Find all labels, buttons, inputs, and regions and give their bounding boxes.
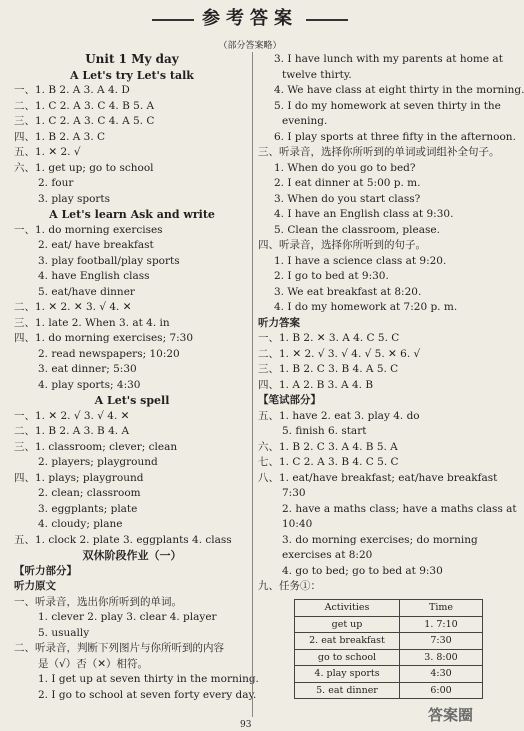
right-line: 3. When do you start class? [274, 192, 421, 205]
left-line: 2. clean; classroom [38, 487, 141, 499]
header-right-rule [306, 19, 348, 21]
right-line: 3. We eat breakfast at 8:20. [274, 285, 422, 298]
left-line: Unit 1 My day [85, 52, 179, 66]
left-line: 二、1. B 2. A 3. B 4. A [14, 425, 130, 437]
left-column [14, 52, 259, 703]
task-activity-cell: go to school [295, 649, 400, 666]
page-number: 93 [240, 720, 252, 730]
right-line: 【笔试部分】 [258, 394, 321, 406]
left-line: 听力原文 [14, 580, 56, 592]
left-line: 四、1. do morning exercises; 7:30 [14, 332, 194, 344]
left-line: 三、1. C 2. A 3. C 4. A 5. C [14, 115, 155, 127]
task-time-cell: 1. 7:10 [400, 616, 483, 633]
table-row [295, 633, 483, 650]
left-line: A Let's try Let's talk [70, 68, 194, 82]
right-line: 3. do morning exercises; do morning [282, 533, 478, 546]
left-line: 5. eat/have dinner [38, 285, 135, 298]
left-line: A Let's spell [94, 394, 170, 407]
left-line: 4. play sports; 4:30 [38, 378, 141, 391]
right-line: 二、1. ✕ 2. √ 3. √ 4. √ 5. ✕ 6. √ [258, 347, 421, 360]
right-line: 八、1. eat/have breakfast; eat/have breakfast [258, 471, 498, 484]
left-line: 5. usually [38, 626, 90, 639]
right-line: 5. finish 6. start [282, 425, 367, 437]
column-divider [252, 52, 253, 717]
table-row [295, 616, 483, 633]
right-line: 4. I have an English class at 9:30. [274, 208, 454, 220]
right-line: 5. Clean the classroom, please. [274, 223, 440, 236]
right-line: twelve thirty. [282, 68, 352, 81]
right-line: 4. I do my homework at 7:20 p. m. [274, 301, 458, 313]
left-line: 二、1. C 2. A 3. C 4. B 5. A [14, 99, 155, 112]
right-line: 四、1. A 2. B 3. A 4. B [258, 378, 374, 391]
right-line: 4. We have class at eight thirty in the morning. [274, 84, 524, 96]
right-line: 1. I have a science class at 9:20. [274, 254, 447, 267]
left-line: 2. four [38, 177, 74, 189]
left-line: 一、听录音，选出你所听到的单词。 [14, 595, 182, 608]
right-line: 六、1. B 2. C 3. A 4. B 5. A [258, 440, 398, 453]
left-line: 双休阶段作业（一） [82, 549, 182, 562]
left-line: 三、1. classroom; clever; clean [14, 440, 178, 453]
left-line: 五、1. ✕ 2. √ [14, 146, 81, 158]
left-line: 1. clever 2. play 3. clear 4. player [38, 611, 217, 623]
right-column-lines [258, 52, 524, 595]
task-table-header-row [295, 599, 483, 616]
task-activity-cell: 2. eat breakfast [295, 633, 400, 650]
page-title: 参考答案 [202, 8, 298, 29]
left-line: 3. eat dinner; 5:30 [38, 363, 137, 375]
left-line: 4. have English class [38, 270, 150, 282]
left-line: 六、1. get up; go to school [14, 161, 154, 174]
left-line: 一、1. do morning exercises [14, 223, 163, 236]
left-line: 3. play sports [38, 192, 111, 205]
right-line: 七、1. C 2. A 3. B 4. C 5. C [258, 456, 399, 468]
left-line: 三、1. late 2. When 3. at 4. in [14, 316, 170, 329]
left-line: 1. I get up at seven thirty in the morning. [38, 673, 259, 685]
table-row [295, 666, 483, 683]
right-line: 四、听录音，选择你所听到的句子。 [258, 239, 426, 251]
left-line: 五、1. clock 2. plate 3. eggplants 4. class [14, 533, 232, 546]
task-time-cell: 3. 8:00 [400, 649, 483, 666]
right-line: 6. I play sports at three fifty in the afternoon. [274, 130, 516, 143]
left-line: 2. eat/ have breakfast [38, 239, 154, 251]
right-line: 三、1. B 2. C 3. B 4. A 5. C [258, 363, 399, 375]
task-time-cell: 7:30 [400, 633, 483, 650]
right-line: 一、1. B 2. ✕ 3. A 4. C 5. C [258, 332, 400, 344]
task-table-header-activities: Activities [295, 599, 400, 616]
right-line: exercises at 8:20 [282, 549, 373, 561]
left-line: 2. read newspapers; 10:20 [38, 347, 180, 360]
left-line: 2. I go to school at seven forty every day. [38, 688, 257, 701]
right-line: evening. [282, 115, 328, 127]
left-line: 3. play football/play sports [38, 254, 180, 267]
table-row [295, 649, 483, 666]
table-row [295, 682, 483, 699]
task-table-body [295, 616, 483, 699]
left-line: A Let's learn Ask and write [49, 208, 215, 221]
right-line: 九、任务①： [258, 580, 321, 592]
right-line: 2. have a maths class; have a maths class at [282, 502, 517, 515]
left-line: 是（√）否（✕）相符。 [38, 657, 148, 670]
task-activity-cell: 5. eat dinner [295, 682, 400, 699]
right-line: 3. I have lunch with my parents at home at [274, 53, 503, 65]
right-line: 1. When do you go to bed? [274, 161, 416, 174]
task-table-header-time: Time [400, 599, 483, 616]
right-line: 听力答案 [258, 316, 300, 329]
right-line: 2. I eat dinner at 5:00 p. m. [274, 177, 421, 189]
left-line: 二、1. ✕ 2. ✕ 3. √ 4. ✕ [14, 301, 132, 313]
left-line: 四、1. B 2. A 3. C [14, 130, 106, 143]
left-line: 四、1. plays; playground [14, 471, 144, 484]
left-line: 3. eggplants; plate [38, 502, 138, 515]
right-line: 五、1. have 2. eat 3. play 4. do [258, 409, 420, 422]
watermark-logo: 答案圈 [428, 706, 474, 724]
right-line: 5. I do my homework at seven thirty in the [274, 99, 501, 112]
left-line: 一、1. B 2. A 3. A 4. D [14, 84, 130, 96]
right-line: 2. I go to bed at 9:30. [274, 270, 389, 282]
left-line: 4. cloudy; plane [38, 518, 123, 530]
left-line: 一、1. ✕ 2. √ 3. √ 4. ✕ [14, 409, 130, 422]
right-line: 4. go to bed; go to bed at 9:30 [282, 564, 443, 577]
right-column [258, 52, 524, 699]
page-header [0, 4, 500, 30]
left-line: 2. players; playground [38, 456, 158, 468]
header-left-rule [152, 19, 194, 21]
left-line: 【听力部分】 [14, 564, 77, 577]
right-line: 10:40 [282, 518, 313, 530]
task-time-cell: 6:00 [400, 682, 483, 699]
page-subtitle: （部分答案略） [218, 41, 282, 51]
task-table [294, 599, 483, 700]
left-line: 二、听录音，判断下列图片与你所听到的内容 [14, 642, 224, 654]
task-activity-cell: 4. play sports [295, 666, 400, 683]
task-activity-cell: get up [295, 616, 400, 633]
task-time-cell: 4:30 [400, 666, 483, 683]
right-line: 7:30 [282, 487, 306, 499]
right-line: 三、听录音，选择你所听到的单词或词组补全句子。 [258, 146, 500, 158]
